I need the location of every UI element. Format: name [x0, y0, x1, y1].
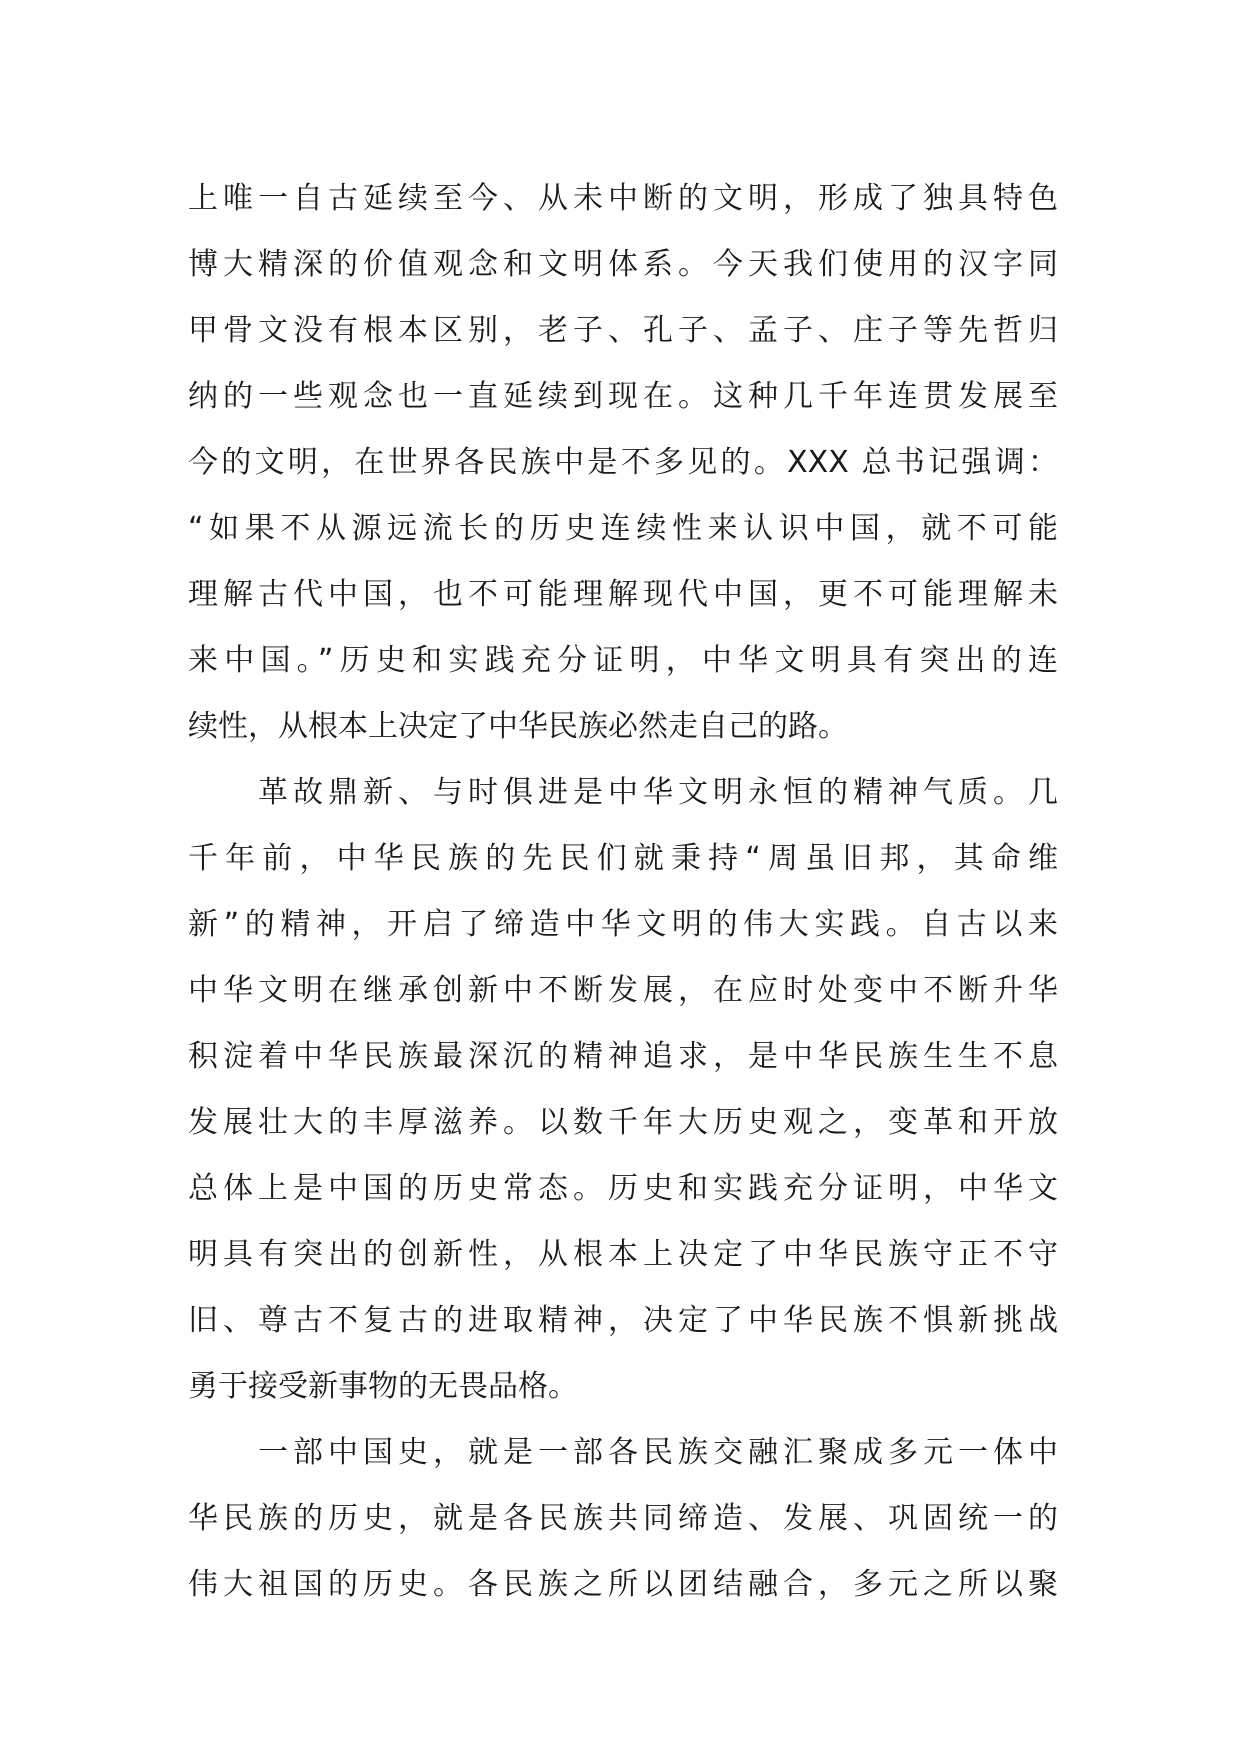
text-line: 旧、尊古不复古的进取精神，决定了中华民族不惧新挑战: [188, 1303, 1058, 1338]
text-line: 纳的一些观念也一直延续到现在。这种几千年连贯发展至: [188, 379, 1058, 414]
text-line: 伟大祖国的历史。各民族之所以团结融合，多元之所以聚: [188, 1567, 1058, 1602]
text-line: 今的文明，在世界各民族中是不多见的。XXX 总书记强调：: [188, 445, 1058, 480]
body-text: [188, 166, 1058, 1618]
text-line: 总体上是中国的历史常态。历史和实践充分证明，中华文: [188, 1171, 1058, 1206]
paragraph-continuity: [188, 166, 1058, 760]
text-line: 华民族的历史，就是各民族共同缔造、发展、巩固统一的: [188, 1501, 1058, 1536]
text-line: 千年前，中华民族的先民们就秉持“周虽旧邦，其命维: [188, 841, 1058, 876]
text-line: 上唯一自古延续至今、从未中断的文明，形成了独具特色: [188, 181, 1058, 216]
text-line: 积淀着中华民族最深沉的精神追求，是中华民族生生不息: [188, 1039, 1058, 1074]
text-line: 一部中国史，就是一部各民族交融汇聚成多元一体中: [188, 1435, 1058, 1470]
text-line: 来中国。”历史和实践充分证明，中华文明具有突出的连: [188, 643, 1058, 678]
text-line: “如果不从源远流长的历史连续性来认识中国，就不可能: [188, 511, 1058, 546]
paragraph-unity: [188, 1420, 1058, 1618]
text-line: 中华文明在继承创新中不断发展，在应时处变中不断升华: [188, 973, 1058, 1008]
text-line: 发展壮大的丰厚滋养。以数千年大历史观之，变革和开放: [188, 1105, 1058, 1140]
text-line: 明具有突出的创新性，从根本上决定了中华民族守正不守: [188, 1237, 1058, 1272]
text-line: 续性，从根本上决定了中华民族必然走自己的路。: [188, 709, 848, 744]
text-line: 甲骨文没有根本区别，老子、孔子、孟子、庄子等先哲归: [188, 313, 1058, 348]
text-line: 理解古代中国，也不可能理解现代中国，更不可能理解未: [188, 577, 1058, 612]
text-line: 革故鼎新、与时俱进是中华文明永恒的精神气质。几: [188, 775, 1058, 810]
paragraph-innovation: [188, 760, 1058, 1420]
text-line: 博大精深的价值观念和文明体系。今天我们使用的汉字同: [188, 247, 1058, 282]
text-line: 新”的精神，开启了缔造中华文明的伟大实践。自古以来: [188, 907, 1058, 942]
text-line: 勇于接受新事物的无畏品格。: [188, 1369, 578, 1404]
